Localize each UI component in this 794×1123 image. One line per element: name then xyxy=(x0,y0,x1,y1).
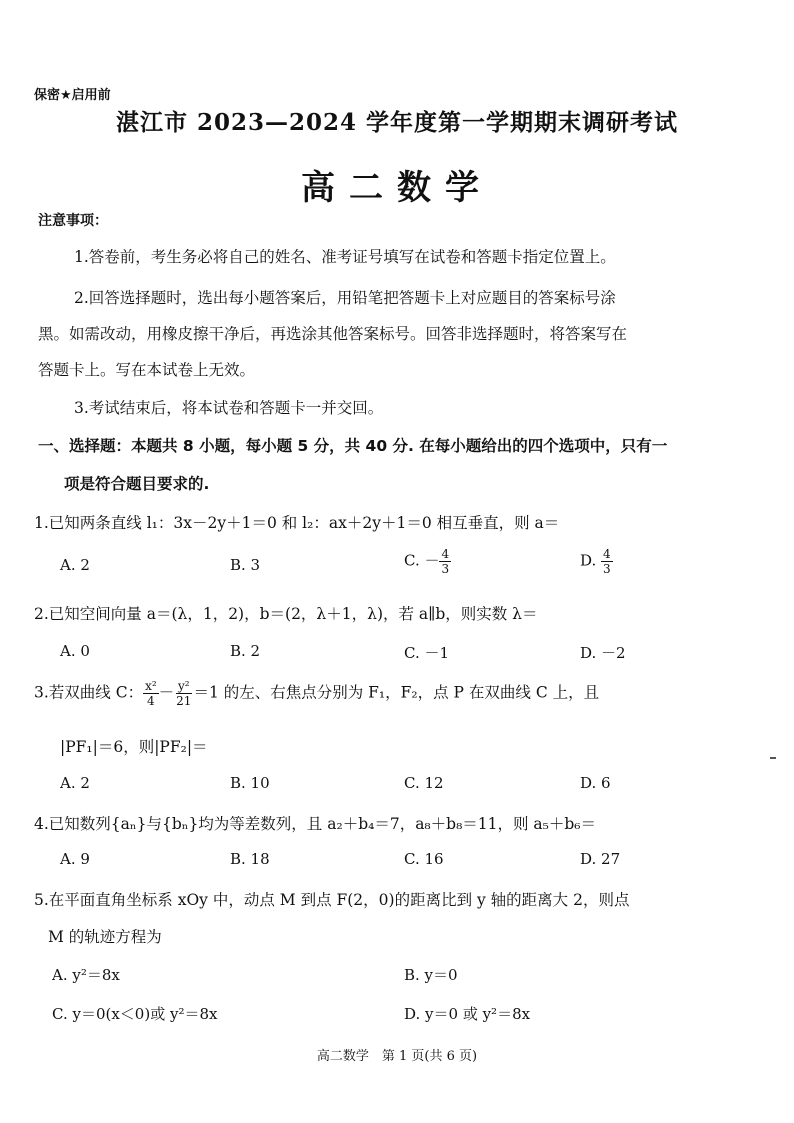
question-4-stem: 4.已知数列{aₙ}与{bₙ}均为等差数列，且 a₂＋b₄＝7，a₈＋b₈＝11，则 a₅＋b₆＝ xyxy=(34,815,597,833)
question-3-option-a: A. 2 xyxy=(60,774,90,792)
fraction-denominator: 4 xyxy=(147,694,155,708)
question-2-option-b: B. 2 xyxy=(230,642,261,660)
question-5-option-a: A. y²＝8x xyxy=(52,966,120,984)
fraction-numerator: 4 xyxy=(441,547,450,561)
notice-item-2-line-3: 答题卡上。写在本试卷上无效。 xyxy=(38,361,256,379)
question-1-option-b: B. 3 xyxy=(230,556,261,574)
notice-item-2-line-2: 黑。如需改动，用橡皮擦干净后，再选涂其他答案标号。回答非选择题时，将答案写在 xyxy=(38,325,628,343)
question-3-stem-line-2: |PF₁|＝6，则|PF₂|＝ xyxy=(60,738,208,756)
fraction-denominator: 3 xyxy=(603,562,611,576)
fraction-denominator: 21 xyxy=(176,694,192,708)
question-2-option-a: A. 0 xyxy=(60,642,90,660)
question-2-option-c: C. －1 xyxy=(404,644,450,662)
question-1-option-c-prefix: C. － xyxy=(404,551,440,570)
question-4-option-d: D. 27 xyxy=(580,850,621,868)
question-5-option-b: B. y＝0 xyxy=(404,966,458,984)
fraction-numerator: y² xyxy=(178,679,190,693)
stray-mark xyxy=(770,757,776,759)
section-1-line-1: 一、选择题：本题共 8 小题，每小题 5 分，共 40 分. 在每小题给出的四个选项中，只有一 xyxy=(38,437,668,455)
question-3-option-b: B. 10 xyxy=(230,774,270,792)
question-2-stem: 2.已知空间向量 a＝(λ，1，2)，b＝(2，λ＋1，λ)，若 a∥b，则实数 λ＝ xyxy=(34,605,538,623)
notice-item-1: 1.答卷前，考生务必将自己的姓名、准考证号填写在试卷和答题卡指定位置上。 xyxy=(74,248,616,266)
question-3-fraction-y xyxy=(174,680,193,707)
minus-sign: － xyxy=(158,683,175,702)
fraction-numerator: x² xyxy=(145,679,157,693)
question-4-option-b: B. 18 xyxy=(230,850,270,868)
question-3-stem-prefix: 3.若双曲线 C： xyxy=(34,683,144,702)
question-1-option-a: A. 2 xyxy=(60,556,90,574)
question-3-stem xyxy=(34,680,599,707)
question-2-option-d: D. －2 xyxy=(580,644,626,662)
fraction-numerator: 4 xyxy=(603,547,611,561)
question-4-option-a: A. 9 xyxy=(60,850,90,868)
fraction-denominator: 3 xyxy=(441,562,450,576)
notice-item-3: 3.考试结束后，将本试卷和答题卡一并交回。 xyxy=(74,399,384,417)
subject-title: 高二数学 xyxy=(301,168,493,208)
confidential-label: 保密★启用前 xyxy=(34,88,111,103)
question-3-option-d: D. 6 xyxy=(580,774,611,792)
question-1-stem: 1.已知两条直线 l₁：3x－2y＋1＝0 和 l₂：ax＋2y＋1＝0 相互垂直，则 a＝ xyxy=(34,514,560,532)
notice-heading: 注意事项： xyxy=(38,213,108,229)
question-3-option-c: C. 12 xyxy=(404,774,444,792)
section-1-line-2: 项是符合题目要求的. xyxy=(64,475,210,493)
question-3-stem-suffix: ＝1 的左、右焦点分别为 F₁，F₂，点 P 在双曲线 C 上，且 xyxy=(193,683,600,702)
question-1-option-d-fraction xyxy=(601,548,613,575)
page-footer: 高二数学 第 1 页(共 6 页) xyxy=(316,1049,478,1064)
question-1-option-d xyxy=(580,548,613,575)
question-5-option-c: C. y＝0(x＜0)或 y²＝8x xyxy=(52,1005,218,1023)
exam-title: 湛江市 2023—2024 学年度第一学期期末调研考试 xyxy=(115,109,679,136)
notice-item-2-line-1: 2.回答选择题时，选出每小题答案后，用铅笔把答题卡上对应题目的答案标号涂 xyxy=(74,289,616,307)
question-1-option-c xyxy=(404,548,451,575)
question-5-stem-line-2: M 的轨迹方程为 xyxy=(48,928,162,946)
question-1-option-c-fraction xyxy=(439,548,451,575)
question-1-option-d-prefix: D. xyxy=(580,551,602,570)
question-3-fraction-x xyxy=(143,680,159,707)
question-5-option-d: D. y＝0 或 y²＝8x xyxy=(404,1005,531,1023)
question-4-option-c: C. 16 xyxy=(404,850,444,868)
question-5-stem-line-1: 5.在平面直角坐标系 xOy 中，动点 M 到点 F(2，0)的距离比到 y 轴的距离大 2，则点 xyxy=(34,891,630,909)
